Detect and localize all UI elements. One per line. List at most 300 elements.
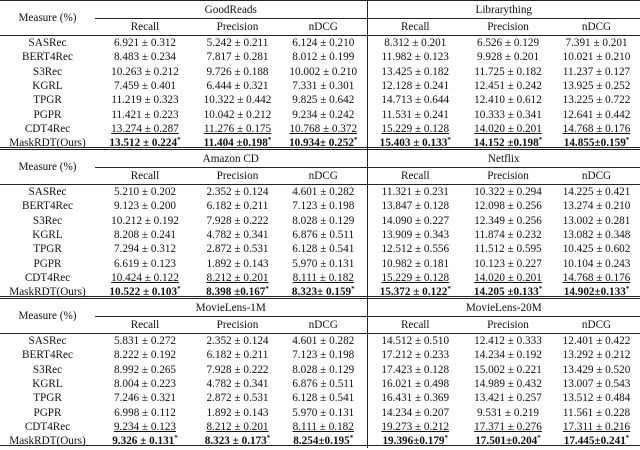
value-text: 8.111 ± 0.182 bbox=[292, 271, 354, 284]
metric-value bbox=[553, 420, 640, 434]
table-row bbox=[0, 65, 640, 79]
metric-header-precision: Precision bbox=[195, 168, 280, 185]
metric-value bbox=[463, 122, 553, 136]
metric-value bbox=[195, 65, 280, 79]
value-text: 8.222 ± 0.192 bbox=[113, 349, 177, 362]
value-text: 6.921 ± 0.312 bbox=[113, 37, 177, 50]
dataset-name: Netflix bbox=[367, 150, 640, 168]
value-text: 8.212 ± 0.201 bbox=[206, 420, 269, 433]
method-name: CDT4Rec bbox=[24, 271, 71, 284]
metric-value bbox=[553, 122, 640, 136]
metric-value bbox=[280, 434, 367, 448]
metric-value bbox=[95, 79, 195, 93]
significance-mark: * bbox=[625, 434, 630, 443]
value-text: 11.531 ± 0.241 bbox=[381, 108, 449, 121]
value-text: 8.323± 0.159 bbox=[291, 286, 352, 299]
metric-value bbox=[553, 285, 640, 299]
metric-value bbox=[95, 405, 195, 419]
value-text: 4.601 ± 0.282 bbox=[292, 186, 355, 199]
value-text: 7.123 ± 0.198 bbox=[292, 349, 355, 362]
metric-value bbox=[367, 285, 463, 299]
metric-value bbox=[463, 65, 553, 79]
dataset-header-row bbox=[0, 150, 640, 168]
dataset-name: Amazon CD bbox=[95, 150, 367, 168]
metric-value bbox=[280, 285, 367, 299]
significance-mark: * bbox=[538, 136, 543, 145]
value-text: 12.410 ± 0.612 bbox=[474, 94, 542, 107]
value-text: 11.561 ± 0.228 bbox=[562, 406, 631, 419]
metric-value bbox=[553, 242, 640, 256]
method-name: TPGR bbox=[33, 94, 62, 107]
table-block-grid bbox=[0, 150, 640, 299]
value-text: 14.713 ± 0.644 bbox=[381, 94, 450, 107]
value-text: 14.090 ± 0.227 bbox=[381, 214, 450, 227]
value-text: 4.782 ± 0.341 bbox=[206, 378, 269, 391]
method-name: TPGR bbox=[33, 392, 62, 405]
table-block bbox=[0, 149, 640, 297]
value-text: 13.002 ± 0.281 bbox=[562, 214, 631, 227]
method-name: BERT4Rec bbox=[22, 349, 73, 362]
value-text: 11.237 ± 0.127 bbox=[562, 65, 631, 78]
metric-header-recall: Recall bbox=[95, 168, 195, 185]
metric-value bbox=[95, 285, 195, 299]
value-text: 7.294 ± 0.312 bbox=[113, 243, 177, 256]
value-text: 7.391 ± 0.201 bbox=[565, 37, 628, 50]
value-text: 1.892 ± 0.143 bbox=[206, 257, 269, 270]
value-text: 5.210 ± 0.202 bbox=[113, 186, 177, 199]
metric-value bbox=[553, 36, 640, 51]
value-text: 13.512 ± 0.224 bbox=[109, 137, 178, 150]
metric-value bbox=[553, 434, 640, 448]
value-text: 14.234 ± 0.192 bbox=[474, 349, 542, 362]
value-text: 15.372 ± 0.122 bbox=[379, 286, 448, 299]
metric-value bbox=[463, 136, 553, 150]
metric-value bbox=[367, 214, 463, 228]
value-text: 14.855±0.159 bbox=[563, 137, 626, 150]
metric-value bbox=[553, 405, 640, 419]
value-text: 9.234 ± 0.123 bbox=[113, 420, 177, 433]
metric-value bbox=[280, 79, 367, 93]
metric-header-recall: Recall bbox=[367, 19, 463, 36]
method-name: CDT4Rec bbox=[24, 420, 71, 433]
value-text: 6.876 ± 0.511 bbox=[292, 378, 355, 391]
method-name: SASRec bbox=[28, 335, 67, 348]
table-row bbox=[0, 405, 640, 419]
metric-value bbox=[195, 228, 280, 242]
metric-value bbox=[367, 434, 463, 448]
value-text: 8.111 ± 0.182 bbox=[292, 420, 354, 433]
value-text: 8.398 ±0.167 bbox=[206, 286, 266, 299]
value-text: 13.909 ± 0.343 bbox=[381, 229, 450, 242]
metric-header-ndcg: nDCG bbox=[553, 19, 640, 36]
metric-value bbox=[553, 391, 640, 405]
table-row bbox=[0, 348, 640, 362]
significance-mark: * bbox=[625, 285, 630, 294]
metric-header-precision: Precision bbox=[195, 19, 280, 36]
value-text: 7.928 ± 0.222 bbox=[206, 363, 269, 376]
significance-mark: * bbox=[538, 285, 543, 294]
value-text: 13.925 ± 0.252 bbox=[562, 80, 631, 93]
value-text: 10.982 ± 0.181 bbox=[381, 257, 450, 270]
method-name: SASRec bbox=[28, 37, 67, 50]
value-text: 7.123 ± 0.198 bbox=[292, 200, 355, 213]
metric-value bbox=[95, 50, 195, 64]
metric-value bbox=[195, 363, 280, 377]
metric-value bbox=[367, 185, 463, 200]
value-text: 6.128 ± 0.541 bbox=[292, 243, 355, 256]
value-text: 9.326 ± 0.131 bbox=[112, 435, 175, 448]
significance-mark: * bbox=[353, 136, 358, 145]
metric-value bbox=[280, 122, 367, 136]
metric-value bbox=[195, 256, 280, 270]
table-block-grid bbox=[0, 299, 640, 448]
value-text: 10.934± 0.252 bbox=[289, 137, 354, 150]
table-row bbox=[0, 420, 640, 434]
metric-value bbox=[367, 348, 463, 362]
value-text: 13.292 ± 0.212 bbox=[562, 349, 631, 362]
value-text: 8.004 ± 0.223 bbox=[113, 378, 177, 391]
significance-mark: * bbox=[267, 136, 272, 145]
value-text: 14.205 ±0.133 bbox=[473, 286, 539, 299]
dataset-name: MovieLens-20M bbox=[367, 299, 640, 317]
metric-value bbox=[463, 285, 553, 299]
metric-value bbox=[195, 242, 280, 256]
metric-value bbox=[280, 377, 367, 391]
value-text: 7.928 ± 0.222 bbox=[206, 214, 269, 227]
metric-value bbox=[95, 122, 195, 136]
value-text: 8.212 ± 0.201 bbox=[206, 271, 269, 284]
value-text: 14.020 ± 0.201 bbox=[474, 122, 542, 135]
metric-value bbox=[280, 107, 367, 121]
metric-value bbox=[280, 334, 367, 349]
value-text: 17.501±0.204 bbox=[475, 435, 538, 448]
metric-value bbox=[95, 185, 195, 200]
value-text: 11.725 ± 0.182 bbox=[474, 65, 542, 78]
metric-value bbox=[280, 50, 367, 64]
value-text: 10.333 ± 0.341 bbox=[474, 108, 542, 121]
value-text: 14.512 ± 0.510 bbox=[381, 335, 450, 348]
metric-value bbox=[95, 377, 195, 391]
measure-header: Measure (%) bbox=[0, 150, 95, 185]
table-row bbox=[0, 434, 640, 448]
value-text: 14.768 ± 0.176 bbox=[562, 271, 631, 284]
table-row bbox=[0, 391, 640, 405]
metric-value bbox=[553, 363, 640, 377]
value-text: 2.872 ± 0.531 bbox=[206, 392, 269, 405]
metric-header-recall: Recall bbox=[95, 19, 195, 36]
metric-value bbox=[367, 242, 463, 256]
value-text: 11.982 ± 0.123 bbox=[381, 51, 449, 64]
method-name: MaskRDT(Ours) bbox=[9, 137, 86, 150]
metric-value bbox=[95, 107, 195, 121]
metric-value bbox=[463, 348, 553, 362]
value-text: 12.098 ± 0.256 bbox=[474, 200, 542, 213]
value-text: 14.152 ±0.198 bbox=[473, 137, 539, 150]
value-text: 10.021 ± 0.210 bbox=[562, 51, 631, 64]
value-text: 7.459 ± 0.401 bbox=[113, 80, 177, 93]
metric-value bbox=[367, 391, 463, 405]
metric-header-row bbox=[0, 19, 640, 36]
value-text: 13.512 ± 0.484 bbox=[562, 392, 631, 405]
dataset-name: MovieLens-1M bbox=[95, 299, 367, 317]
value-text: 13.007 ± 0.543 bbox=[562, 378, 631, 391]
metric-value bbox=[367, 405, 463, 419]
metric-value bbox=[280, 405, 367, 419]
metric-value bbox=[367, 199, 463, 213]
metric-value bbox=[280, 363, 367, 377]
value-text: 15.002 ± 0.221 bbox=[474, 363, 542, 376]
metric-value bbox=[367, 271, 463, 285]
table-row bbox=[0, 242, 640, 256]
metric-value bbox=[280, 214, 367, 228]
value-text: 14.234 ± 0.207 bbox=[381, 406, 450, 419]
metric-value bbox=[195, 285, 280, 299]
metric-value bbox=[463, 228, 553, 242]
value-text: 7.246 ± 0.321 bbox=[113, 392, 177, 405]
value-text: 12.451 ± 0.242 bbox=[474, 80, 542, 93]
value-text: 11.404 ±0.198 bbox=[203, 137, 268, 150]
value-text: 12.412 ± 0.333 bbox=[474, 335, 542, 348]
metric-value bbox=[95, 420, 195, 434]
metric-value bbox=[463, 256, 553, 270]
metric-value bbox=[280, 420, 367, 434]
value-text: 8.254±0.195 bbox=[293, 435, 350, 448]
significance-mark: * bbox=[447, 285, 451, 294]
value-text: 11.421 ± 0.223 bbox=[111, 108, 179, 121]
method-name: TPGR bbox=[33, 243, 62, 256]
metric-value bbox=[463, 405, 553, 419]
metric-value bbox=[195, 214, 280, 228]
metric-value bbox=[463, 377, 553, 391]
value-text: 10.042 ± 0.212 bbox=[203, 108, 272, 121]
metric-value bbox=[553, 271, 640, 285]
metric-value bbox=[195, 36, 280, 51]
metric-value bbox=[195, 377, 280, 391]
value-text: 8.323 ± 0.173 bbox=[204, 435, 267, 448]
method-name: MaskRDT(Ours) bbox=[9, 435, 86, 448]
metric-value bbox=[367, 107, 463, 121]
metric-value bbox=[280, 65, 367, 79]
metric-value bbox=[95, 242, 195, 256]
value-text: 19.273 ± 0.212 bbox=[381, 420, 450, 433]
measure-header: Measure (%) bbox=[0, 299, 95, 334]
value-text: 10.768 ± 0.372 bbox=[289, 122, 358, 135]
metric-value bbox=[367, 93, 463, 107]
table-row bbox=[0, 377, 640, 391]
value-text: 13.429 ± 0.520 bbox=[562, 363, 631, 376]
metric-value bbox=[553, 348, 640, 362]
value-text: 10.424 ± 0.122 bbox=[111, 271, 179, 284]
metric-value bbox=[280, 256, 367, 270]
value-text: 8.483 ± 0.234 bbox=[113, 51, 177, 64]
metric-value bbox=[553, 50, 640, 64]
value-text: 4.782 ± 0.341 bbox=[206, 229, 269, 242]
table-block-grid bbox=[0, 1, 640, 150]
metric-value bbox=[95, 271, 195, 285]
metric-value bbox=[195, 79, 280, 93]
method-name: MaskRDT(Ours) bbox=[9, 286, 86, 299]
value-text: 7.817 ± 0.281 bbox=[206, 51, 269, 64]
value-text: 6.182 ± 0.211 bbox=[206, 349, 269, 362]
metric-value bbox=[280, 391, 367, 405]
table-row bbox=[0, 256, 640, 270]
value-text: 9.123 ± 0.200 bbox=[113, 200, 177, 213]
metric-header-precision: Precision bbox=[463, 168, 553, 185]
value-text: 15.403 ± 0.133 bbox=[379, 137, 448, 150]
metric-value bbox=[463, 242, 553, 256]
metric-value bbox=[553, 107, 640, 121]
metric-value bbox=[463, 214, 553, 228]
metric-value bbox=[195, 107, 280, 121]
metric-value bbox=[553, 334, 640, 349]
table-block bbox=[0, 0, 640, 148]
metric-value bbox=[553, 214, 640, 228]
significance-mark: * bbox=[625, 136, 630, 145]
value-text: 8.992 ± 0.265 bbox=[113, 363, 177, 376]
metric-value bbox=[95, 256, 195, 270]
metric-value bbox=[367, 363, 463, 377]
value-text: 1.892 ± 0.143 bbox=[206, 406, 269, 419]
table-row bbox=[0, 228, 640, 242]
significance-mark: * bbox=[537, 434, 541, 443]
method-name: PGPR bbox=[33, 108, 62, 121]
metric-value bbox=[95, 391, 195, 405]
metric-value bbox=[553, 185, 640, 200]
value-text: 12.401 ± 0.422 bbox=[562, 335, 631, 348]
value-text: 9.825 ± 0.642 bbox=[292, 94, 355, 107]
value-text: 12.128 ± 0.241 bbox=[381, 80, 450, 93]
method-name: PGPR bbox=[33, 406, 62, 419]
metric-value bbox=[195, 334, 280, 349]
value-text: 10.522 ± 0.103 bbox=[109, 286, 178, 299]
metric-value bbox=[195, 93, 280, 107]
table-row bbox=[0, 271, 640, 285]
metric-header-precision: Precision bbox=[463, 19, 553, 36]
dataset-header-row bbox=[0, 299, 640, 317]
value-text: 10.104 ± 0.243 bbox=[562, 257, 631, 270]
metric-value bbox=[95, 199, 195, 213]
value-text: 8.208 ± 0.241 bbox=[113, 229, 177, 242]
metric-value bbox=[367, 122, 463, 136]
table-row bbox=[0, 93, 640, 107]
metric-header-recall: Recall bbox=[95, 317, 195, 334]
metric-value bbox=[280, 136, 367, 150]
value-text: 17.371 ± 0.276 bbox=[474, 420, 542, 433]
value-text: 9.531 ± 0.219 bbox=[476, 406, 540, 419]
method-name: PGPR bbox=[33, 257, 62, 270]
metric-value bbox=[195, 348, 280, 362]
value-text: 14.902±0.133 bbox=[563, 286, 626, 299]
value-text: 5.970 ± 0.131 bbox=[292, 257, 355, 270]
method-name: S3Rec bbox=[32, 214, 63, 227]
metric-value bbox=[463, 107, 553, 121]
measure-header: Measure (%) bbox=[0, 1, 95, 36]
metric-value bbox=[463, 199, 553, 213]
dataset-header-row bbox=[0, 1, 640, 19]
metric-value bbox=[95, 36, 195, 51]
value-text: 15.229 ± 0.128 bbox=[381, 271, 450, 284]
value-text: 16.431 ± 0.369 bbox=[381, 392, 450, 405]
value-text: 13.421 ± 0.257 bbox=[474, 392, 542, 405]
metric-value bbox=[367, 377, 463, 391]
significance-mark: * bbox=[447, 136, 451, 145]
value-text: 8.028 ± 0.129 bbox=[292, 363, 355, 376]
significance-mark: * bbox=[265, 285, 269, 294]
metric-value bbox=[553, 65, 640, 79]
value-text: 11.321 ± 0.231 bbox=[381, 186, 449, 199]
value-text: 13.847 ± 0.128 bbox=[381, 200, 450, 213]
value-text: 17.212 ± 0.233 bbox=[381, 349, 450, 362]
value-text: 8.312 ± 0.201 bbox=[384, 37, 447, 50]
metric-value bbox=[95, 363, 195, 377]
value-text: 16.021 ± 0.498 bbox=[381, 378, 450, 391]
value-text: 13.225 ± 0.722 bbox=[562, 94, 631, 107]
value-text: 6.444 ± 0.321 bbox=[206, 80, 269, 93]
value-text: 13.082 ± 0.348 bbox=[562, 229, 631, 242]
metric-value bbox=[280, 242, 367, 256]
value-text: 17.445±0.241 bbox=[563, 435, 626, 448]
value-text: 19.396±0.179 bbox=[382, 435, 445, 448]
metric-header-precision: Precision bbox=[195, 317, 280, 334]
value-text: 6.128 ± 0.541 bbox=[292, 392, 355, 405]
method-name: BERT4Rec bbox=[22, 51, 73, 64]
metric-value bbox=[463, 334, 553, 349]
metric-value bbox=[195, 271, 280, 285]
table-row bbox=[0, 79, 640, 93]
metric-value bbox=[195, 391, 280, 405]
value-text: 5.970 ± 0.131 bbox=[292, 406, 355, 419]
method-name: S3Rec bbox=[32, 363, 63, 376]
metric-value bbox=[95, 228, 195, 242]
value-text: 2.352 ± 0.124 bbox=[206, 186, 269, 199]
value-text: 10.002 ± 0.210 bbox=[289, 65, 358, 78]
metric-value bbox=[195, 434, 280, 448]
value-text: 11.512 ± 0.595 bbox=[474, 243, 542, 256]
metric-value bbox=[280, 199, 367, 213]
value-text: 14.768 ± 0.176 bbox=[562, 122, 631, 135]
metric-value bbox=[95, 93, 195, 107]
metric-value bbox=[463, 363, 553, 377]
table-block bbox=[0, 298, 640, 446]
value-text: 6.182 ± 0.211 bbox=[206, 200, 269, 213]
value-text: 13.274 ± 0.287 bbox=[111, 122, 179, 135]
value-text: 12.641 ± 0.442 bbox=[562, 108, 631, 121]
metric-value bbox=[463, 50, 553, 64]
table-row bbox=[0, 107, 640, 121]
value-text: 14.225 ± 0.421 bbox=[562, 186, 631, 199]
value-text: 10.425 ± 0.602 bbox=[562, 243, 631, 256]
method-name: CDT4Rec bbox=[24, 122, 71, 135]
metric-value bbox=[280, 36, 367, 51]
method-name: BERT4Rec bbox=[22, 200, 73, 213]
value-text: 17.423 ± 0.128 bbox=[381, 363, 450, 376]
metric-value bbox=[553, 377, 640, 391]
value-text: 12.349 ± 0.256 bbox=[474, 214, 542, 227]
value-text: 6.526 ± 0.129 bbox=[476, 37, 540, 50]
value-text: 9.726 ± 0.188 bbox=[206, 65, 269, 78]
value-text: 6.998 ± 0.112 bbox=[114, 406, 176, 419]
table-row bbox=[0, 363, 640, 377]
metric-value bbox=[367, 228, 463, 242]
metric-value bbox=[195, 405, 280, 419]
metric-value bbox=[553, 93, 640, 107]
metric-value bbox=[95, 65, 195, 79]
metric-value bbox=[195, 185, 280, 200]
metric-value bbox=[280, 185, 367, 200]
metric-value bbox=[367, 65, 463, 79]
value-text: 15.229 ± 0.128 bbox=[381, 122, 450, 135]
value-text: 10.322 ± 0.294 bbox=[474, 186, 542, 199]
